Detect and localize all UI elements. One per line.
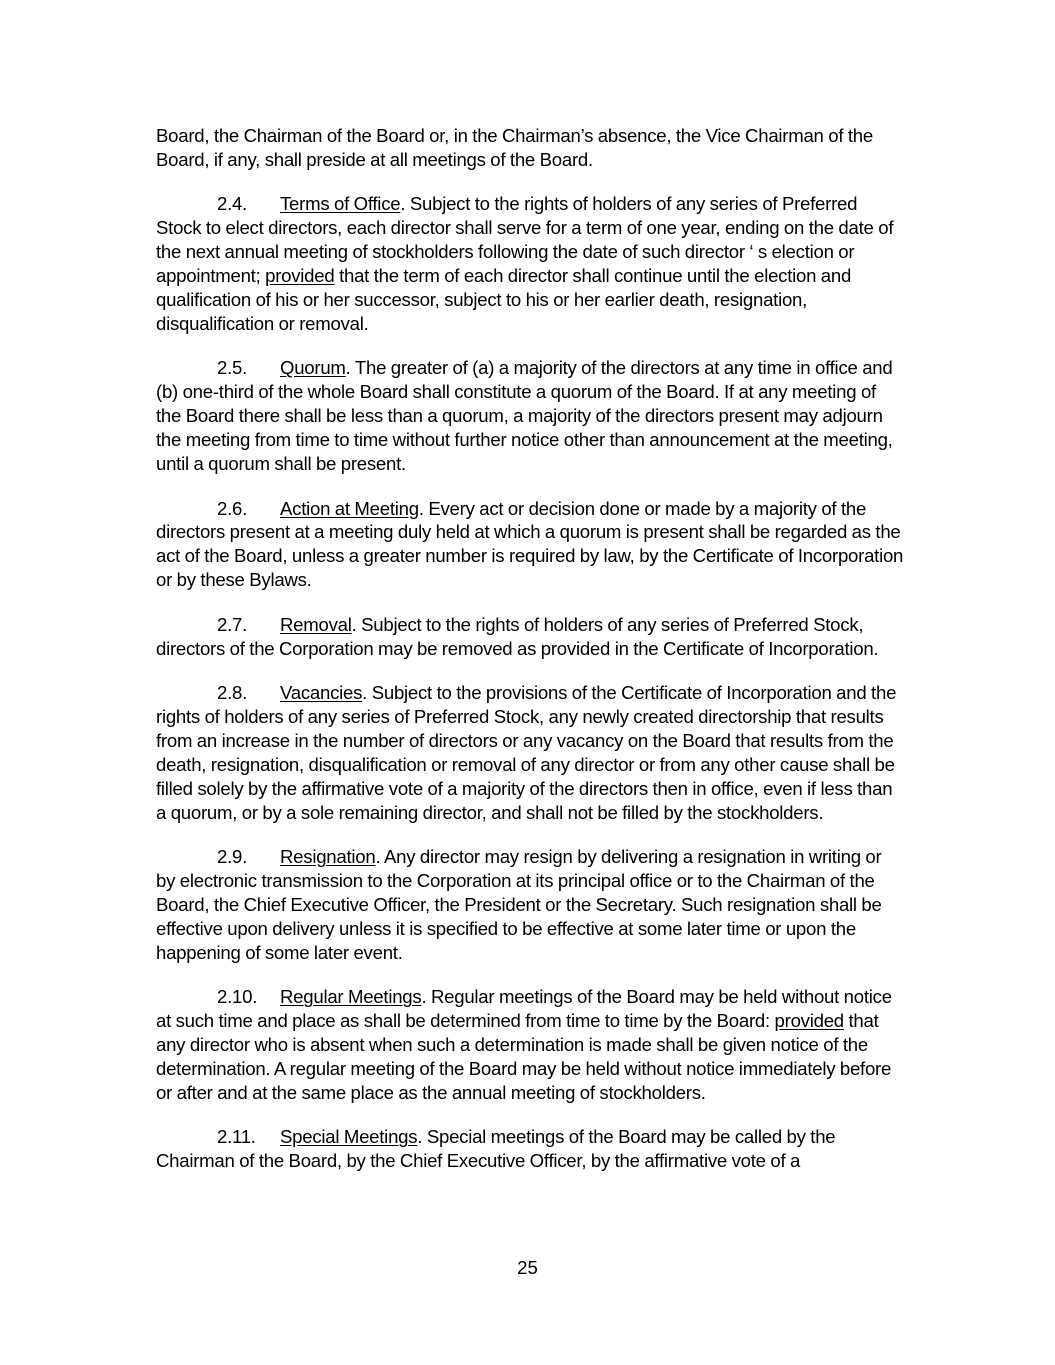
section-heading: Special Meetings <box>280 1126 418 1148</box>
document-body <box>156 124 904 1194</box>
section-heading: Terms of Office <box>280 193 401 215</box>
intro-paragraph: Board, the Chairman of the Board or, in the Chairman’s absence, the Vice Chairman of the Board, if any, shall preside at all meetings of the Board. <box>156 125 873 170</box>
section-heading: Regular Meetings <box>280 986 422 1008</box>
section-text: . Subject to the provisions of the Certificate of Incorporation and the rights of holders of any series of Preferred Stock, any newly created directorship that results from an increase in the number of directors or any vacancy on the Board that results from the death, resignation, disqualification or removal of any director or from any other cause shall be filled solely by the affirmative vote of a majority of the directors then in office, even if less than a quorum, or by a sole remaining director, and shall not be filled by the stockholders. <box>156 682 897 823</box>
sections-list <box>156 192 904 1173</box>
section-text: . Every act or decision done or made by a majority of the directors present at a meeting duly held at which a quorum is present shall be regarded as the act of the Board, unless a greater number is required by law, by the Certificate of Incorporation or by these Bylaws. <box>156 497 904 591</box>
section-paragraph <box>156 681 904 824</box>
section-text: . Special meetings of the Board may be called by the Chairman of the Board, by the Chief Executive Officer, by the affirmative vote of a <box>156 1126 836 1172</box>
section-number: 2.7. <box>217 613 248 635</box>
section-heading: Resignation <box>280 846 376 868</box>
section-heading: Quorum <box>280 357 346 379</box>
section-paragraph <box>156 192 904 335</box>
section-text: . Subject to the rights of holders of any series of Preferred Stock, directors of the Corporation may be removed as provided in the Certificate of Incorporation. <box>156 613 879 659</box>
section-text: that any director who is absent when such a determination is made shall be given notice of the determination. A regular meeting of the Board may be held without notice immediately before or after and at the same place as the annual meeting of stockholders. <box>156 1010 892 1103</box>
emphasis-term: provided <box>774 1010 844 1032</box>
section-paragraph <box>156 985 904 1105</box>
section-heading: Vacancies <box>280 682 363 704</box>
section-text: that the term of each director shall continue until the election and qualification of his or her successor, subject to his or her earlier death, resignation, disqualification or removal. <box>156 265 852 334</box>
section-text: . Any director may resign by delivering a resignation in writing or by electronic transmission to the Corporation at its principal office or to the Chairman of the Board, the Chief Executive Officer, the President or the Secretary. Such resignation shall be effective upon delivery unless it is specified to be effective at some later time or upon the happening of some later event. <box>156 846 882 963</box>
section-paragraph <box>156 356 904 476</box>
section-number: 2.6. <box>217 497 248 519</box>
section-heading: Action at Meeting <box>280 497 419 519</box>
section-heading: Removal <box>280 613 352 635</box>
section-paragraph <box>156 497 904 593</box>
section-text: . The greater of (a) a majority of the directors at any time in office and (b) one-third of the whole Board shall constitute a quorum of the Board. If at any meeting of the Board there shall be less than a quorum, a majority of the directors present may adjourn the meeting from time to time without further notice other than announcement at the meeting, until a quorum shall be present. <box>156 357 893 475</box>
page-number: 25 <box>517 1257 538 1278</box>
section-number: 2.9. <box>217 846 248 868</box>
section-paragraph <box>156 845 904 965</box>
emphasis-term: provided <box>265 265 335 287</box>
section-number: 2.5. <box>217 357 248 379</box>
section-number: 2.11. <box>217 1126 256 1148</box>
section-paragraph <box>156 1125 904 1173</box>
section-paragraph <box>156 613 904 661</box>
section-number: 2.8. <box>217 682 248 704</box>
section-number: 2.10. <box>217 986 258 1008</box>
section-text: . Subject to the rights of holders of any series of Preferred Stock to elect directors, each director shall serve for a term of one year, ending on the date of the next annual meeting of stockholders following the date of such director ‘ s election or appointment; <box>156 193 894 287</box>
section-number: 2.4. <box>217 193 248 215</box>
section-text: . Regular meetings of the Board may be held without notice at such time and place as shall be determined from time to time by the Board: <box>156 986 892 1032</box>
